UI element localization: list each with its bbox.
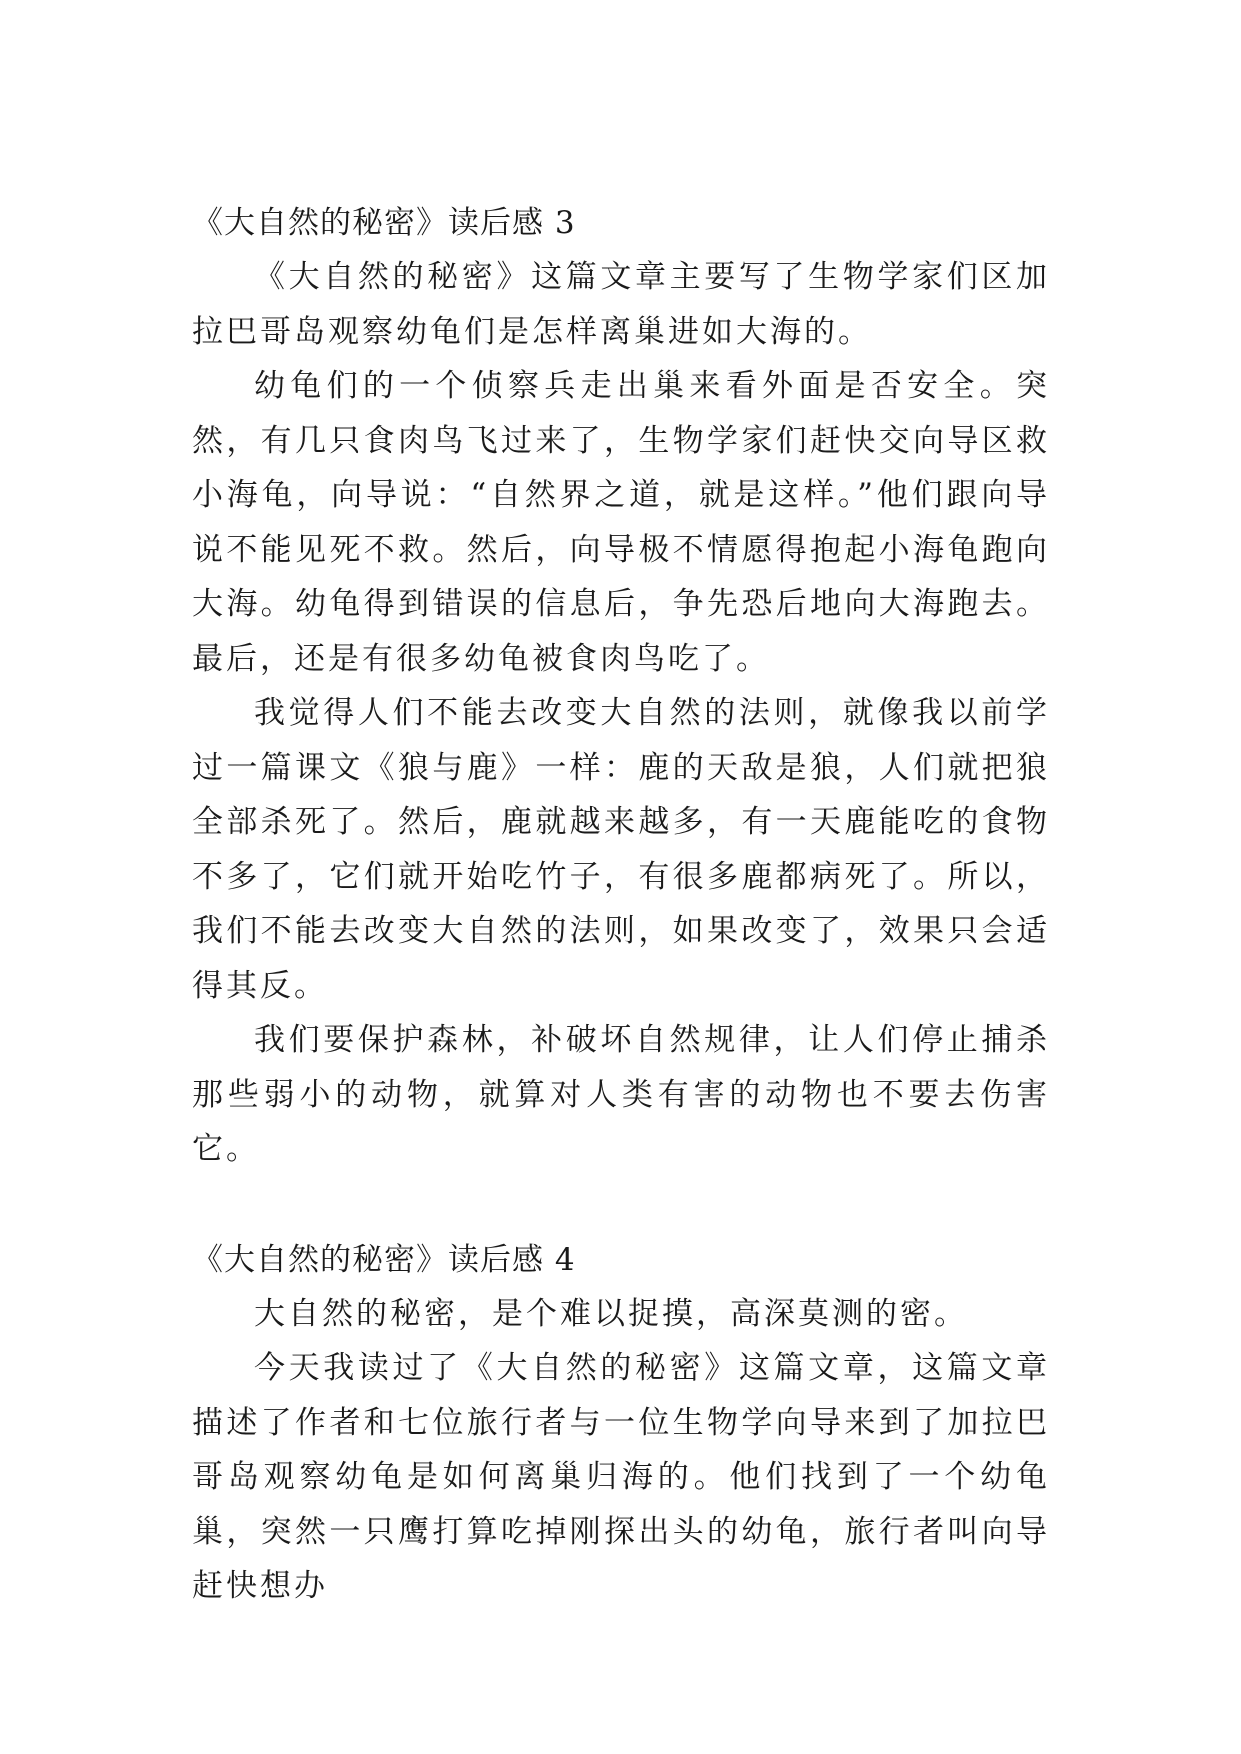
paragraph: 我觉得人们不能去改变大自然的法则，就像我以前学过一篇课文《狼与鹿》一样：鹿的天敌是狼，人们就把狼全部杀死了。然后，鹿就越来越多，有一天鹿能吃的食物不多了，它们就开始吃竹子，有很多鹿都病死了。所以，我们不能去改变大自然的法则，如果改变了，效果只会适得其反。 [192, 695, 1050, 1004]
section-title: 《大自然的秘密》读后感 3 [192, 205, 576, 241]
section-title: 《大自然的秘密》读后感 4 [192, 1241, 576, 1278]
paragraph: 今天我读过了《大自然的秘密》这篇文章，这篇文章描述了作者和七位旅行者与一位生物学向导来到了加拉巴哥岛观察幼龟是如何离巢归海的。他们找到了一个幼龟巢，突然一只鹰打算吃掉刚探出头的幼龟，旅行者叫向导赶快想办 [192, 1350, 1050, 1604]
essay-section-4 [192, 1233, 1050, 1614]
paragraph: 幼龟们的一个侦察兵走出巢来看外面是否安全。突然，有几只食肉鸟飞过来了，生物学家们赶快交向导区救小海龟，向导说：“自然界之道，就是这样。”他们跟向导说不能见死不救。然后，向导极不情愿得抱起小海龟跑向大海。幼龟得到错误的信息后，争先恐后地向大海跑去。最后，还是有很多幼龟被食肉鸟吃了。 [192, 368, 1050, 677]
paragraph: 我们要保护森林，补破坏自然规律，让人们停止捕杀那些弱小的动物，就算对人类有害的动物也不要去伤害它。 [192, 1022, 1050, 1167]
document-body [192, 196, 1050, 1614]
essay-section-3 [192, 196, 1050, 1177]
section-spacer [192, 1177, 1050, 1233]
paragraph: 《大自然的秘密》这篇文章主要写了生物学家们区加拉巴哥岛观察幼龟们是怎样离巢进如大海的。 [192, 259, 1050, 350]
paragraph: 大自然的秘密，是个难以捉摸，高深莫测的密。 [254, 1295, 968, 1332]
